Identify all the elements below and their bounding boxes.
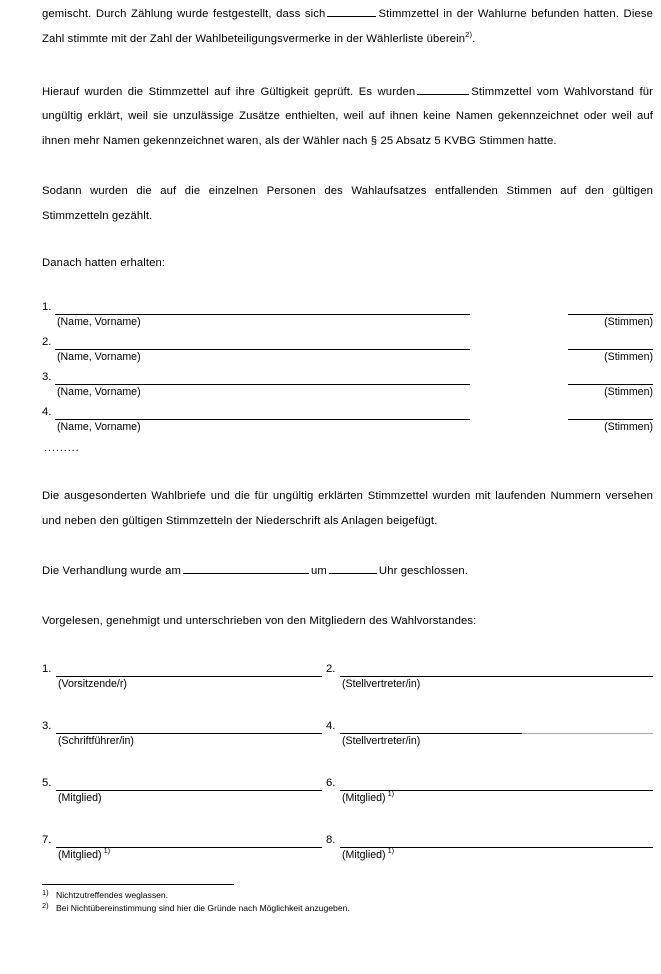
signature-number: 5. bbox=[42, 776, 52, 789]
paragraph-vote-tally: Sodann wurden die auf die einzelnen Personen des Wahlaufsatzes entfallenden Stimmen auf den gültigen Stimmzetteln gezählt. bbox=[42, 184, 653, 222]
signature-footnote-ref: 1) bbox=[387, 789, 395, 799]
spacer bbox=[42, 534, 653, 559]
signature-footnote-ref bbox=[102, 789, 104, 798]
signature-caption bbox=[342, 848, 394, 862]
signature-footnote-ref bbox=[420, 732, 422, 741]
spacer bbox=[42, 275, 653, 300]
result-votes-caption: (Stimmen) bbox=[604, 316, 653, 329]
footnote-separator-rule bbox=[42, 884, 234, 885]
paragraph-ballot-count bbox=[42, 0, 653, 52]
signature-caption-text: (Mitglied) bbox=[342, 791, 386, 804]
signature-row bbox=[42, 776, 653, 833]
footnote-ref-2: 2) bbox=[465, 30, 473, 40]
footnote-marker: 1) bbox=[42, 888, 49, 897]
footnote-text: Nichtzutreffendes weglassen. bbox=[56, 890, 169, 900]
signature-caption-text: (Stellvertreter/in) bbox=[342, 677, 421, 690]
spacer bbox=[42, 634, 653, 662]
paragraph-text-part: Uhr geschlossen. bbox=[378, 564, 469, 577]
signature-grid bbox=[42, 662, 653, 890]
spacer bbox=[42, 584, 653, 609]
signature-number: 4. bbox=[326, 719, 336, 732]
signature-caption bbox=[342, 734, 422, 748]
paragraph-text-part: um bbox=[311, 564, 327, 577]
spacer bbox=[42, 229, 653, 251]
signature-caption-text: (Schriftführer/in) bbox=[58, 734, 134, 747]
result-number: 4. bbox=[42, 406, 52, 419]
result-number: 2. bbox=[42, 336, 52, 349]
result-number: 3. bbox=[42, 371, 52, 384]
fill-blank-closing-date[interactable] bbox=[183, 562, 309, 574]
signature-caption-text: (Mitglied) bbox=[58, 848, 102, 861]
results-list bbox=[42, 300, 653, 440]
spacer bbox=[42, 154, 653, 179]
result-name-caption: (Name, Vorname) bbox=[57, 316, 141, 329]
results-continuation-ellipsis: ......... bbox=[44, 442, 80, 455]
signature-footnote-ref bbox=[420, 675, 422, 684]
fill-blank-closing-hour[interactable] bbox=[329, 562, 377, 574]
signature-input-extension[interactable] bbox=[522, 733, 653, 734]
paragraph-text-part: Stimmzettel in der Wahlurne befunden hatten. Diese Zahl stimmte mit der Zahl der Wahlbeteiligungsvermerke in der Wählerliste überein bbox=[42, 8, 653, 45]
footnote-text: Bei Nichtübereinstimmung sind hier die Gründe nach Möglichkeit anzugeben. bbox=[56, 903, 350, 913]
signature-row bbox=[42, 833, 653, 890]
result-name-caption: (Name, Vorname) bbox=[57, 421, 141, 434]
signature-caption-text: (Mitglied) bbox=[342, 848, 386, 861]
signature-caption bbox=[58, 734, 136, 748]
fill-blank-invalid-ballots[interactable] bbox=[417, 83, 469, 95]
result-votes-caption: (Stimmen) bbox=[604, 351, 653, 364]
signature-number: 6. bbox=[326, 776, 336, 789]
signature-caption-text: (Stellvertreter/in) bbox=[342, 734, 421, 747]
paragraph-text-part: Hierauf wurden die Stimmzettel auf ihre Gültigkeit geprüft. Es wurden bbox=[42, 85, 416, 98]
footnotes-section bbox=[42, 884, 602, 915]
result-name-caption: (Name, Vorname) bbox=[57, 386, 141, 399]
document-body bbox=[42, 0, 653, 890]
signature-caption bbox=[58, 677, 129, 691]
signature-caption bbox=[342, 677, 422, 691]
paragraph-results-intro: Danach hatten erhalten: bbox=[42, 256, 166, 269]
footnote-item bbox=[42, 889, 602, 902]
signature-footnote-ref: 1) bbox=[103, 846, 111, 856]
result-row bbox=[42, 405, 653, 440]
result-row bbox=[42, 300, 653, 335]
paragraph-closing-time bbox=[42, 559, 653, 584]
signature-number: 7. bbox=[42, 833, 52, 846]
signature-footnote-ref bbox=[134, 732, 136, 741]
signature-number: 8. bbox=[326, 833, 336, 846]
signature-number: 2. bbox=[326, 662, 336, 675]
result-row bbox=[42, 335, 653, 370]
footnote-marker: 2) bbox=[42, 901, 49, 910]
result-votes-caption: (Stimmen) bbox=[604, 421, 653, 434]
signature-caption bbox=[342, 791, 394, 805]
result-row bbox=[42, 370, 653, 405]
footnote-item bbox=[42, 902, 602, 915]
signature-row bbox=[42, 662, 653, 719]
paragraph-text-part: . bbox=[472, 32, 476, 45]
spacer bbox=[42, 52, 653, 80]
paragraph-attachments: Die ausgesonderten Wahlbriefe und die für ungültig erklärten Stimmzettel wurden mit laufenden Nummern versehen und neben den gültigen Stimmzetteln der Niederschrift als Anlagen beigefügt. bbox=[42, 490, 653, 528]
result-number: 1. bbox=[42, 301, 52, 314]
signature-footnote-ref bbox=[127, 675, 129, 684]
signature-caption-text: (Mitglied) bbox=[58, 791, 102, 804]
signature-caption bbox=[58, 848, 110, 862]
fill-blank-ballots-in-urn[interactable] bbox=[327, 5, 376, 17]
signature-number: 1. bbox=[42, 662, 52, 675]
paragraph-text-part: Stimmzettel vom Wahlvorstand für ungültig erklärt, weil sie unzulässige Zusätze enthielten, weil auf ihnen keine Namen gekennzeichnet oder weil auf ihnen mehr Namen gekennzeichnet waren, als der Wähler nach § 25 Absatz 5 KVBG Stimmen hatte. bbox=[42, 85, 653, 148]
spacer bbox=[42, 456, 653, 484]
result-votes-caption: (Stimmen) bbox=[604, 386, 653, 399]
signature-footnote-ref: 1) bbox=[387, 846, 395, 856]
signature-caption bbox=[58, 791, 104, 805]
signature-number: 3. bbox=[42, 719, 52, 732]
result-name-caption: (Name, Vorname) bbox=[57, 351, 141, 364]
paragraph-text-part: Die Verhandlung wurde am bbox=[42, 564, 181, 577]
paragraph-validity-check bbox=[42, 80, 653, 154]
signature-caption-text: (Vorsitzende/r) bbox=[58, 677, 127, 690]
signature-row bbox=[42, 719, 653, 776]
paragraph-signature-intro: Vorgelesen, genehmigt und unterschrieben von den Mitgliedern des Wahlvorstandes: bbox=[42, 614, 477, 627]
paragraph-text-part: gemischt. Durch Zählung wurde festgestellt, dass sich bbox=[42, 8, 326, 20]
